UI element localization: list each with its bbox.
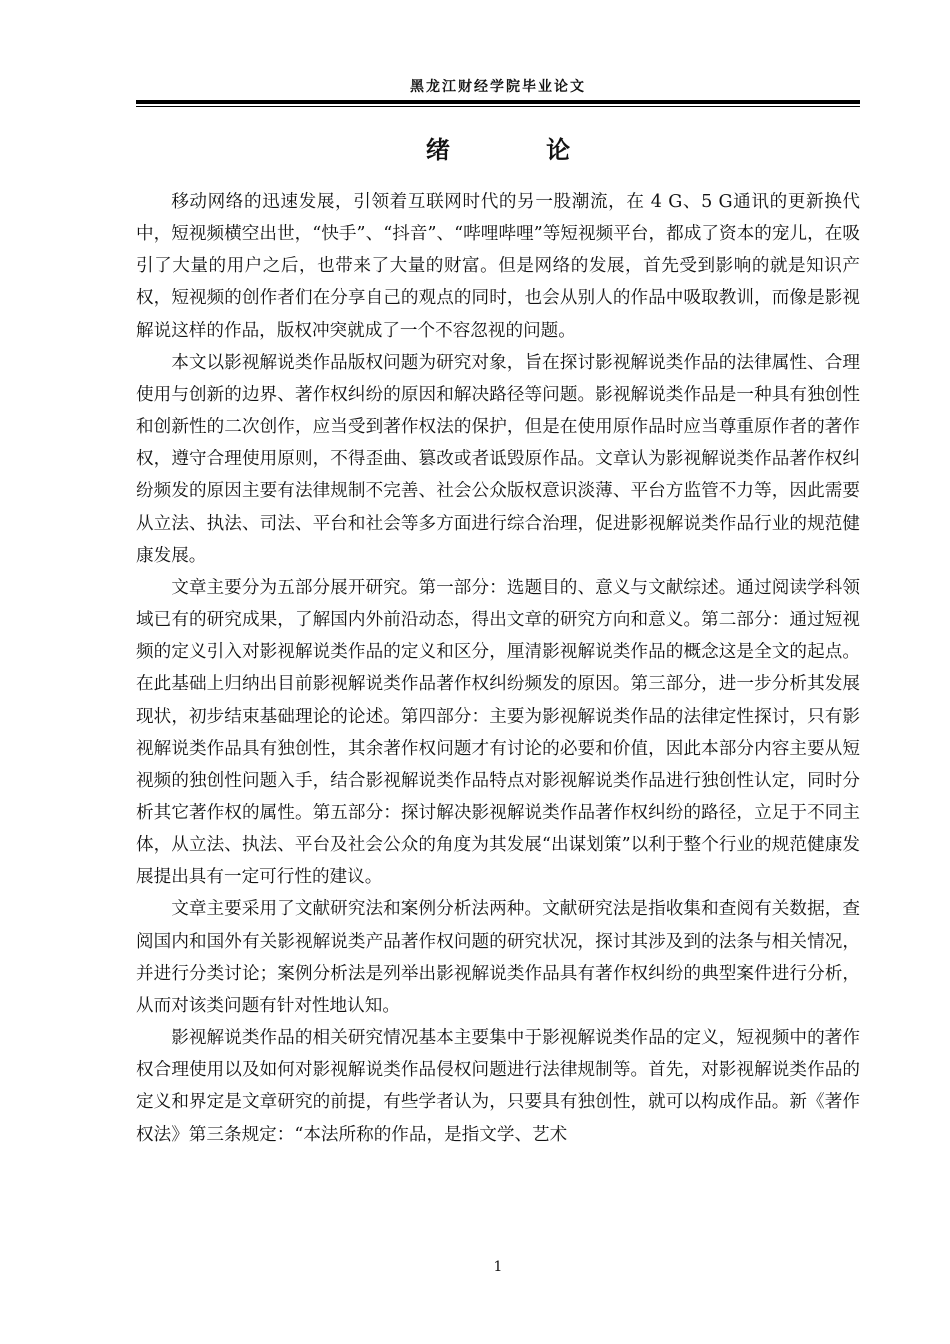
running-header: 黑龙江财经学院毕业论文 — [410, 79, 586, 95]
page-number: 1 — [493, 1259, 503, 1275]
paragraph-1: 移动网络的迅速发展，引领着互联网时代的另一股潮流，在 4 G、5 G通讯的更新换代中，短视频横空出世，“快手”、“抖音”、“哔哩哔哩”等短视频平台，都成了资本的宠儿，在吸引了大量的用户之后，也带来了大量的财富。但是网络的发展，首先受到影响的就是知识产权，短视频的创作者们在分享自己的观点的同时，也会从别人的作品中吸取教训，而像是影视解说这样的作品，版权冲突就成了一个不容忽视的问题。 — [136, 192, 860, 341]
paragraph-3: 文章主要分为五部分展开研究。第一部分：选题目的、意义与文献综述。通过阅读学科领域已有的研究成果，了解国内外前沿动态，得出文章的研究方向和意义。第二部分：通过短视频的定义引入对影视解说类作品的定义和区分，厘清影视解说类作品的概念这是全文的起点。在此基础上归纳出目前影视解说类作品著作权纠纷频发的原因。第三部分，进一步分析其发展现状，初步结束基础理论的论述。第四部分：主要为影视解说类作品的法律定性探讨，只有影视解说类作品具有独创性，其余著作权问题才有讨论的必要和价值，因此本部分内容主要从短视频的独创性问题入手，结合影视解说类作品特点对影视解说类作品进行独创性认定，同时分析其它著作权的属性。第五部分：探讨解决影视解说类作品著作权纠纷的路径，立足于不同主体，从立法、执法、平台及社会公众的角度为其发展“出谋划策”以利于整个行业的规范健康发展提出具有一定可行性的建议。 — [136, 577, 860, 888]
header-rule-thin — [136, 106, 860, 107]
paragraph-2: 本文以影视解说类作品版权问题为研究对象，旨在探讨影视解说类作品的法律属性、合理使用与创新的边界、著作权纠纷的原因和解决路径等问题。影视解说类作品是一种具有独创性和创新性的二次创作，应当受到著作权法的保护，但是在使用原作品时应当尊重原作者的著作权，遵守合理使用原则，不得歪曲、篡改或者诋毁原作品。文章认为影视解说类作品著作权纠纷频发的原因主要有法律规制不完善、社会公众版权意识淡薄、平台方监管不力等，因此需要从立法、执法、司法、平台和社会等多方面进行综合治理，促进影视解说类作品行业的规范健康发展。 — [136, 352, 860, 566]
body-text — [136, 186, 860, 1151]
paragraph-4: 文章主要采用了文献研究法和案例分析法两种。文献研究法是指收集和查阅有关数据，查阅国内和国外有关影视解说类产品著作权问题的研究状况，探讨其涉及到的法条与相关情况，并进行分类讨论；案例分析法是列举出影视解说类作品具有著作权纠纷的典型案件进行分析，从而对该类问题有针对性地认知。 — [136, 899, 860, 1016]
header-rule-thick — [136, 100, 860, 104]
chapter-title: 绪 论 — [425, 135, 615, 164]
paragraph-5: 影视解说类作品的相关研究情况基本主要集中于影视解说类作品的定义，短视频中的著作权合理使用以及如何对影视解说类作品侵权问题进行法律规制等。首先，对影视解说类作品的定义和界定是文章研究的前提，有些学者认为，只要具有独创性，就可以构成作品。新《著作权法》第三条规定：“本法所称的作品，是指文学、艺术 — [136, 1028, 860, 1145]
